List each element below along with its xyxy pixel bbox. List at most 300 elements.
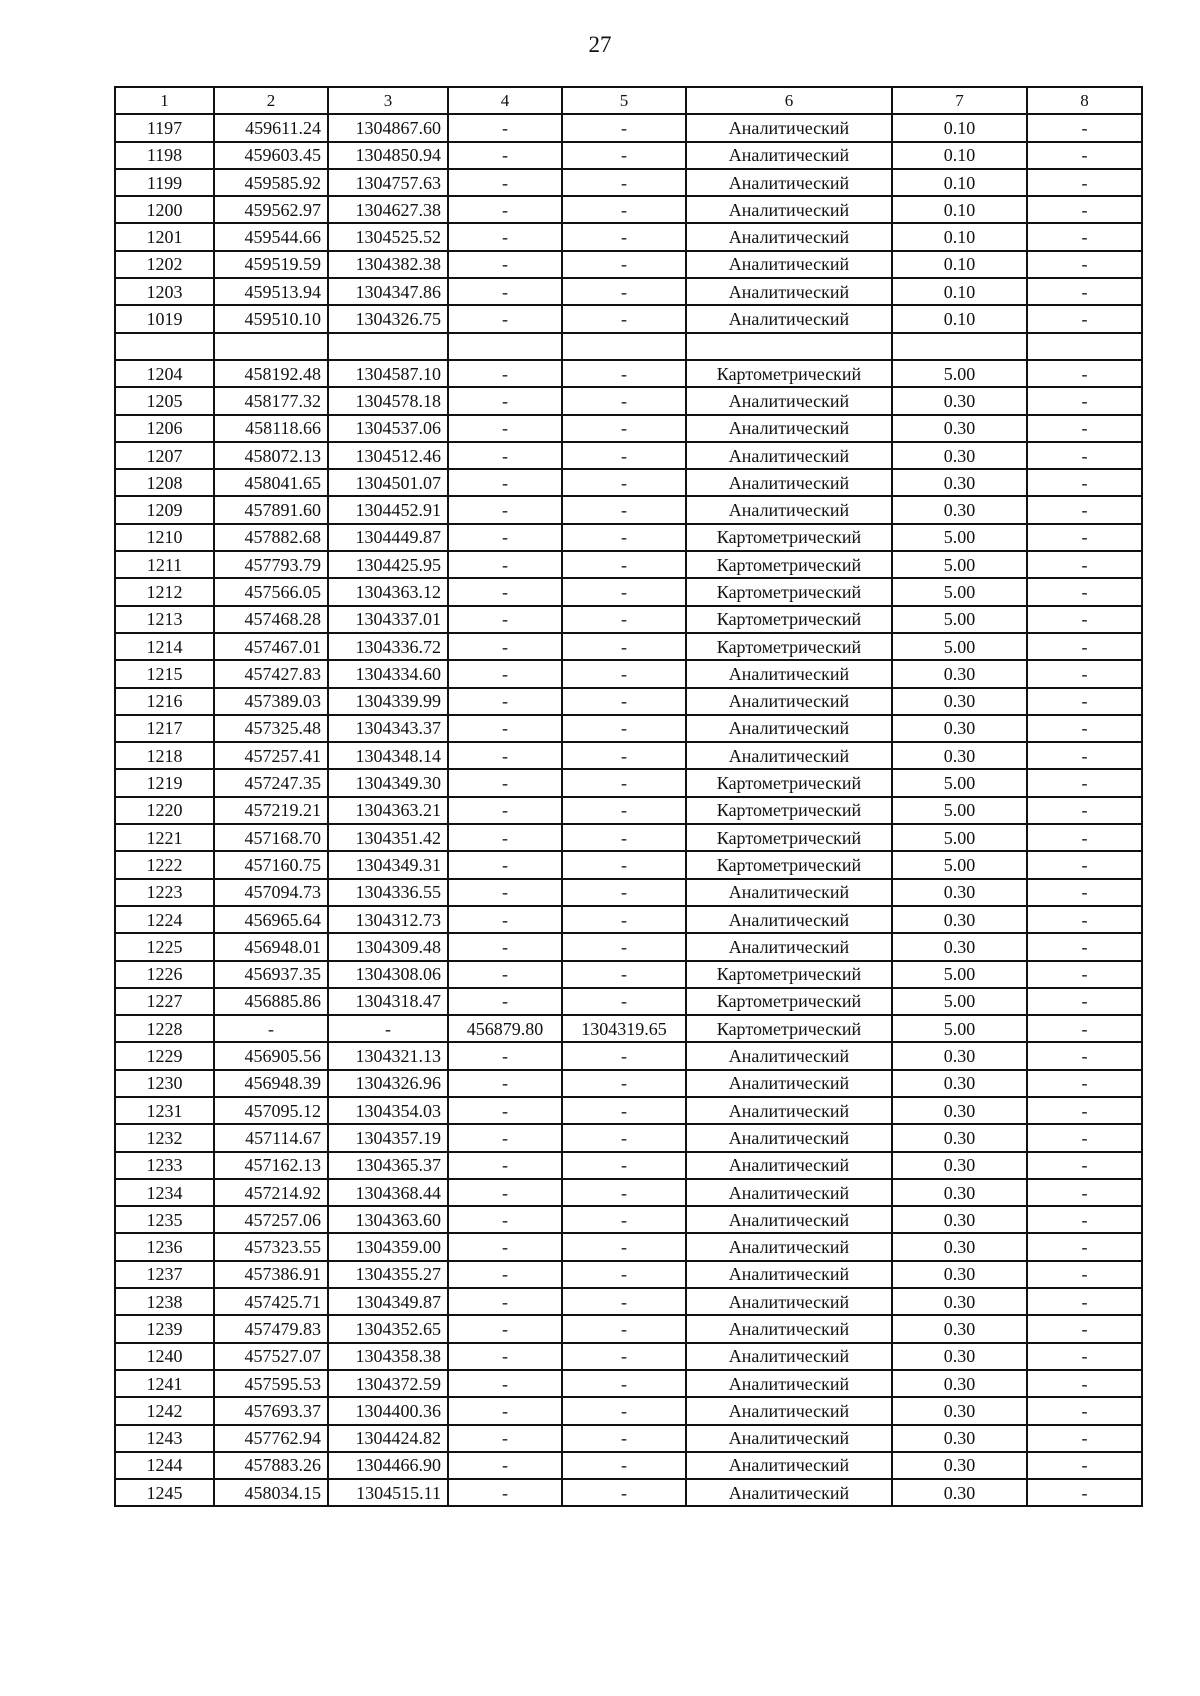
cell-accuracy: 5.00 [892, 851, 1027, 878]
cell-point-number: 1198 [115, 142, 214, 169]
cell-y-coordinate [328, 333, 448, 360]
cell-accuracy: 5.00 [892, 961, 1027, 988]
cell-y-coordinate: 1304449.87 [328, 524, 448, 551]
cell-x-coordinate: 457386.91 [214, 1261, 328, 1288]
cell-x-coordinate-alt [448, 333, 562, 360]
cell-accuracy: 0.10 [892, 114, 1027, 141]
cell-x-coordinate: 457762.94 [214, 1425, 328, 1452]
cell-determination-method: Картометрический [686, 769, 892, 796]
cell-y-coordinate-alt: - [562, 688, 686, 715]
cell-x-coordinate: 457094.73 [214, 879, 328, 906]
cell-y-coordinate-alt: - [562, 769, 686, 796]
cell-accuracy: 0.30 [892, 1370, 1027, 1397]
cell-accuracy: 0.30 [892, 1425, 1027, 1452]
cell-point-number: 1230 [115, 1070, 214, 1097]
cell-point-number: 1204 [115, 360, 214, 387]
cell-determination-method: Аналитический [686, 305, 892, 332]
cell-note: - [1027, 1370, 1142, 1397]
table-row [115, 278, 1142, 305]
table-row [115, 1315, 1142, 1342]
cell-note: - [1027, 387, 1142, 414]
cell-x-coordinate-alt: - [448, 496, 562, 523]
cell-note: - [1027, 1343, 1142, 1370]
cell-accuracy: 0.10 [892, 223, 1027, 250]
cell-determination-method: Аналитический [686, 742, 892, 769]
cell-note: - [1027, 1288, 1142, 1315]
cell-accuracy: 5.00 [892, 797, 1027, 824]
cell-x-coordinate-alt: - [448, 223, 562, 250]
cell-determination-method: Аналитический [686, 1315, 892, 1342]
cell-y-coordinate: 1304312.73 [328, 906, 448, 933]
cell-point-number: 1200 [115, 196, 214, 223]
table-body [115, 114, 1142, 1506]
cell-x-coordinate: 457527.07 [214, 1343, 328, 1370]
cell-x-coordinate-alt: - [448, 1370, 562, 1397]
coordinates-table [114, 86, 1143, 1507]
cell-accuracy: 0.30 [892, 1288, 1027, 1315]
cell-x-coordinate-alt: - [448, 1179, 562, 1206]
cell-x-coordinate: - [214, 1015, 328, 1042]
cell-y-coordinate: 1304352.65 [328, 1315, 448, 1342]
cell-y-coordinate-alt: - [562, 387, 686, 414]
cell-accuracy: 0.30 [892, 415, 1027, 442]
cell-determination-method: Картометрический [686, 851, 892, 878]
table-row [115, 333, 1142, 360]
cell-determination-method: Аналитический [686, 1288, 892, 1315]
cell-x-coordinate-alt: - [448, 1097, 562, 1124]
cell-y-coordinate: 1304363.12 [328, 578, 448, 605]
table-row [115, 360, 1142, 387]
cell-y-coordinate-alt: - [562, 1343, 686, 1370]
header-cell-4: 4 [448, 87, 562, 114]
cell-point-number: 1226 [115, 961, 214, 988]
cell-x-coordinate: 457095.12 [214, 1097, 328, 1124]
cell-x-coordinate-alt: - [448, 278, 562, 305]
cell-determination-method: Аналитический [686, 223, 892, 250]
cell-point-number: 1201 [115, 223, 214, 250]
cell-accuracy: 0.30 [892, 1206, 1027, 1233]
cell-point-number: 1019 [115, 305, 214, 332]
table-row [115, 1015, 1142, 1042]
cell-y-coordinate-alt: - [562, 1288, 686, 1315]
cell-determination-method: Аналитический [686, 142, 892, 169]
cell-y-coordinate: 1304348.14 [328, 742, 448, 769]
cell-determination-method: Картометрический [686, 961, 892, 988]
cell-point-number: 1219 [115, 769, 214, 796]
header-row [115, 87, 1142, 114]
cell-y-coordinate: 1304425.95 [328, 551, 448, 578]
cell-x-coordinate: 457389.03 [214, 688, 328, 715]
cell-note: - [1027, 1097, 1142, 1124]
cell-determination-method: Аналитический [686, 1370, 892, 1397]
cell-x-coordinate-alt: - [448, 360, 562, 387]
cell-y-coordinate-alt: - [562, 1452, 686, 1479]
cell-point-number: 1216 [115, 688, 214, 715]
cell-y-coordinate: 1304363.60 [328, 1206, 448, 1233]
cell-x-coordinate-alt: - [448, 1479, 562, 1506]
cell-x-coordinate-alt: - [448, 933, 562, 960]
cell-x-coordinate: 459611.24 [214, 114, 328, 141]
cell-point-number: 1232 [115, 1124, 214, 1151]
cell-x-coordinate-alt: - [448, 196, 562, 223]
cell-point-number: 1210 [115, 524, 214, 551]
page-number: 27 [588, 32, 612, 57]
cell-point-number: 1224 [115, 906, 214, 933]
cell-accuracy: 5.00 [892, 524, 1027, 551]
cell-x-coordinate-alt: - [448, 469, 562, 496]
cell-x-coordinate-alt: 456879.80 [448, 1015, 562, 1042]
cell-y-coordinate: 1304400.36 [328, 1397, 448, 1424]
cell-x-coordinate-alt: - [448, 879, 562, 906]
table-row [115, 824, 1142, 851]
cell-y-coordinate: 1304466.90 [328, 1452, 448, 1479]
cell-note: - [1027, 1452, 1142, 1479]
cell-determination-method: Картометрический [686, 551, 892, 578]
cell-determination-method: Аналитический [686, 251, 892, 278]
table-row [115, 169, 1142, 196]
cell-note: - [1027, 223, 1142, 250]
cell-y-coordinate-alt: - [562, 1097, 686, 1124]
cell-y-coordinate-alt: - [562, 1315, 686, 1342]
cell-determination-method: Аналитический [686, 469, 892, 496]
cell-y-coordinate-alt: - [562, 660, 686, 687]
cell-x-coordinate: 459603.45 [214, 142, 328, 169]
cell-y-coordinate: 1304318.47 [328, 988, 448, 1015]
cell-x-coordinate-alt: - [448, 660, 562, 687]
cell-accuracy: 0.30 [892, 660, 1027, 687]
cell-accuracy: 0.30 [892, 1397, 1027, 1424]
cell-x-coordinate-alt: - [448, 1152, 562, 1179]
cell-determination-method: Аналитический [686, 1124, 892, 1151]
cell-accuracy: 0.30 [892, 742, 1027, 769]
cell-y-coordinate-alt: - [562, 961, 686, 988]
cell-x-coordinate-alt: - [448, 1042, 562, 1069]
table-row [115, 469, 1142, 496]
cell-note: - [1027, 442, 1142, 469]
cell-x-coordinate: 457468.28 [214, 606, 328, 633]
cell-y-coordinate: 1304336.55 [328, 879, 448, 906]
cell-y-coordinate-alt: - [562, 824, 686, 851]
cell-determination-method: Аналитический [686, 1343, 892, 1370]
cell-y-coordinate-alt: - [562, 715, 686, 742]
cell-accuracy: 0.10 [892, 142, 1027, 169]
cell-y-coordinate: 1304867.60 [328, 114, 448, 141]
cell-determination-method: Аналитический [686, 169, 892, 196]
cell-y-coordinate: 1304339.99 [328, 688, 448, 715]
cell-determination-method: Аналитический [686, 879, 892, 906]
cell-point-number: 1233 [115, 1152, 214, 1179]
cell-y-coordinate: 1304355.27 [328, 1261, 448, 1288]
cell-accuracy: 5.00 [892, 578, 1027, 605]
cell-note: - [1027, 524, 1142, 551]
cell-accuracy: 0.10 [892, 196, 1027, 223]
cell-note: - [1027, 142, 1142, 169]
cell-note: - [1027, 551, 1142, 578]
cell-x-coordinate-alt: - [448, 988, 562, 1015]
cell-determination-method: Картометрический [686, 578, 892, 605]
cell-x-coordinate: 459562.97 [214, 196, 328, 223]
table-row [115, 851, 1142, 878]
table-row [115, 1343, 1142, 1370]
cell-point-number: 1225 [115, 933, 214, 960]
cell-y-coordinate-alt: - [562, 933, 686, 960]
cell-x-coordinate: 457323.55 [214, 1233, 328, 1260]
table-row [115, 1261, 1142, 1288]
cell-y-coordinate: 1304349.87 [328, 1288, 448, 1315]
cell-accuracy: 0.30 [892, 1261, 1027, 1288]
cell-point-number: 1223 [115, 879, 214, 906]
cell-y-coordinate-alt: - [562, 442, 686, 469]
cell-determination-method: Аналитический [686, 1425, 892, 1452]
cell-y-coordinate-alt: - [562, 1397, 686, 1424]
cell-x-coordinate-alt: - [448, 606, 562, 633]
cell-determination-method: Картометрический [686, 797, 892, 824]
cell-x-coordinate: 459519.59 [214, 251, 328, 278]
cell-determination-method: Аналитический [686, 1097, 892, 1124]
cell-point-number: 1203 [115, 278, 214, 305]
table-row [115, 906, 1142, 933]
cell-point-number: 1197 [115, 114, 214, 141]
table-row [115, 797, 1142, 824]
cell-accuracy: 0.30 [892, 1152, 1027, 1179]
cell-accuracy: 5.00 [892, 988, 1027, 1015]
cell-y-coordinate-alt: - [562, 196, 686, 223]
cell-accuracy: 0.30 [892, 1042, 1027, 1069]
table-row [115, 196, 1142, 223]
cell-x-coordinate: 458177.32 [214, 387, 328, 414]
cell-y-coordinate-alt [562, 333, 686, 360]
cell-y-coordinate: 1304358.38 [328, 1343, 448, 1370]
cell-point-number: 1229 [115, 1042, 214, 1069]
cell-x-coordinate: 459544.66 [214, 223, 328, 250]
table-row [115, 1042, 1142, 1069]
table-row [115, 387, 1142, 414]
table-row [115, 1370, 1142, 1397]
cell-y-coordinate: - [328, 1015, 448, 1042]
cell-x-coordinate: 457325.48 [214, 715, 328, 742]
table-row [115, 496, 1142, 523]
cell-y-coordinate: 1304354.03 [328, 1097, 448, 1124]
cell-x-coordinate-alt: - [448, 551, 562, 578]
cell-x-coordinate: 459513.94 [214, 278, 328, 305]
cell-point-number: 1209 [115, 496, 214, 523]
cell-accuracy [892, 333, 1027, 360]
cell-determination-method: Аналитический [686, 933, 892, 960]
cell-x-coordinate-alt: - [448, 442, 562, 469]
cell-y-coordinate: 1304347.86 [328, 278, 448, 305]
cell-point-number: 1218 [115, 742, 214, 769]
cell-y-coordinate: 1304334.60 [328, 660, 448, 687]
cell-note: - [1027, 660, 1142, 687]
cell-point-number: 1238 [115, 1288, 214, 1315]
cell-y-coordinate: 1304424.82 [328, 1425, 448, 1452]
cell-y-coordinate-alt: - [562, 879, 686, 906]
cell-y-coordinate: 1304368.44 [328, 1179, 448, 1206]
cell-accuracy: 5.00 [892, 606, 1027, 633]
cell-accuracy: 5.00 [892, 769, 1027, 796]
cell-x-coordinate-alt: - [448, 578, 562, 605]
cell-point-number: 1236 [115, 1233, 214, 1260]
cell-x-coordinate: 457882.68 [214, 524, 328, 551]
cell-x-coordinate-alt: - [448, 169, 562, 196]
cell-y-coordinate-alt: - [562, 415, 686, 442]
cell-y-coordinate-alt: - [562, 1124, 686, 1151]
cell-determination-method: Аналитический [686, 1261, 892, 1288]
cell-y-coordinate: 1304309.48 [328, 933, 448, 960]
cell-note: - [1027, 1070, 1142, 1097]
table-row [115, 1070, 1142, 1097]
cell-y-coordinate-alt: - [562, 1233, 686, 1260]
header-cell-1: 1 [115, 87, 214, 114]
cell-x-coordinate: 457160.75 [214, 851, 328, 878]
cell-point-number: 1217 [115, 715, 214, 742]
cell-x-coordinate: 457114.67 [214, 1124, 328, 1151]
cell-accuracy: 0.30 [892, 1179, 1027, 1206]
cell-accuracy: 0.30 [892, 1452, 1027, 1479]
cell-x-coordinate: 457427.83 [214, 660, 328, 687]
header-cell-7: 7 [892, 87, 1027, 114]
cell-y-coordinate: 1304627.38 [328, 196, 448, 223]
cell-y-coordinate: 1304501.07 [328, 469, 448, 496]
cell-point-number: 1235 [115, 1206, 214, 1233]
cell-note: - [1027, 769, 1142, 796]
cell-determination-method: Картометрический [686, 1015, 892, 1042]
cell-y-coordinate: 1304850.94 [328, 142, 448, 169]
table-row [115, 633, 1142, 660]
cell-x-coordinate-alt: - [448, 824, 562, 851]
cell-y-coordinate: 1304578.18 [328, 387, 448, 414]
table-row [115, 742, 1142, 769]
cell-point-number: 1243 [115, 1425, 214, 1452]
cell-note: - [1027, 1425, 1142, 1452]
cell-determination-method: Аналитический [686, 496, 892, 523]
cell-x-coordinate: 457162.13 [214, 1152, 328, 1179]
cell-x-coordinate-alt: - [448, 1233, 562, 1260]
cell-accuracy: 0.30 [892, 933, 1027, 960]
cell-x-coordinate-alt: - [448, 114, 562, 141]
table-row [115, 1288, 1142, 1315]
table-row [115, 442, 1142, 469]
cell-x-coordinate-alt: - [448, 1343, 562, 1370]
cell-x-coordinate: 457219.21 [214, 797, 328, 824]
cell-determination-method: Картометрический [686, 633, 892, 660]
cell-x-coordinate-alt: - [448, 1261, 562, 1288]
cell-x-coordinate: 456905.56 [214, 1042, 328, 1069]
cell-note: - [1027, 469, 1142, 496]
cell-point-number: 1245 [115, 1479, 214, 1506]
cell-y-coordinate: 1304382.38 [328, 251, 448, 278]
cell-accuracy: 0.10 [892, 278, 1027, 305]
cell-x-coordinate: 457168.70 [214, 824, 328, 851]
table-row [115, 688, 1142, 715]
cell-x-coordinate-alt: - [448, 1288, 562, 1315]
cell-y-coordinate-alt: - [562, 496, 686, 523]
cell-note: - [1027, 961, 1142, 988]
table-row [115, 1152, 1142, 1179]
cell-x-coordinate: 456885.86 [214, 988, 328, 1015]
header-cell-6: 6 [686, 87, 892, 114]
cell-y-coordinate: 1304357.19 [328, 1124, 448, 1151]
cell-x-coordinate-alt: - [448, 961, 562, 988]
table-row [115, 933, 1142, 960]
table-row [115, 578, 1142, 605]
cell-x-coordinate: 459510.10 [214, 305, 328, 332]
cell-point-number: 1213 [115, 606, 214, 633]
cell-determination-method: Аналитический [686, 1206, 892, 1233]
table-row [115, 551, 1142, 578]
cell-y-coordinate-alt: - [562, 742, 686, 769]
cell-y-coordinate: 1304515.11 [328, 1479, 448, 1506]
cell-determination-method: Аналитический [686, 1233, 892, 1260]
cell-x-coordinate: 458072.13 [214, 442, 328, 469]
table-header [115, 87, 1142, 114]
cell-y-coordinate: 1304321.13 [328, 1042, 448, 1069]
cell-note: - [1027, 415, 1142, 442]
cell-y-coordinate-alt: - [562, 988, 686, 1015]
cell-x-coordinate-alt: - [448, 688, 562, 715]
table-row [115, 961, 1142, 988]
cell-y-coordinate-alt: - [562, 551, 686, 578]
table-row [115, 415, 1142, 442]
cell-determination-method: Аналитический [686, 442, 892, 469]
cell-y-coordinate: 1304336.72 [328, 633, 448, 660]
table-row [115, 142, 1142, 169]
cell-y-coordinate-alt: - [562, 360, 686, 387]
cell-note: - [1027, 278, 1142, 305]
cell-x-coordinate-alt: - [448, 1425, 562, 1452]
cell-accuracy: 0.30 [892, 1097, 1027, 1124]
cell-note: - [1027, 715, 1142, 742]
table-row [115, 1479, 1142, 1506]
table-row [115, 1425, 1142, 1452]
cell-point-number: 1211 [115, 551, 214, 578]
cell-note: - [1027, 251, 1142, 278]
cell-y-coordinate-alt: - [562, 578, 686, 605]
cell-point-number: 1208 [115, 469, 214, 496]
cell-x-coordinate: 458041.65 [214, 469, 328, 496]
cell-determination-method: Аналитический [686, 196, 892, 223]
cell-accuracy: 0.30 [892, 1070, 1027, 1097]
cell-determination-method [686, 333, 892, 360]
cell-x-coordinate [214, 333, 328, 360]
cell-note: - [1027, 114, 1142, 141]
cell-note: - [1027, 797, 1142, 824]
cell-determination-method: Картометрический [686, 988, 892, 1015]
cell-accuracy: 0.30 [892, 387, 1027, 414]
cell-note: - [1027, 933, 1142, 960]
cell-note [1027, 333, 1142, 360]
cell-x-coordinate-alt: - [448, 305, 562, 332]
cell-accuracy: 0.10 [892, 251, 1027, 278]
cell-x-coordinate-alt: - [448, 1070, 562, 1097]
cell-note: - [1027, 633, 1142, 660]
cell-point-number: 1242 [115, 1397, 214, 1424]
cell-determination-method: Аналитический [686, 114, 892, 141]
cell-note: - [1027, 1233, 1142, 1260]
cell-y-coordinate-alt: - [562, 633, 686, 660]
table-row [115, 1206, 1142, 1233]
cell-determination-method: Аналитический [686, 660, 892, 687]
cell-y-coordinate-alt: - [562, 169, 686, 196]
cell-accuracy: 0.30 [892, 879, 1027, 906]
cell-accuracy: 0.30 [892, 688, 1027, 715]
cell-accuracy: 0.30 [892, 1343, 1027, 1370]
table-row [115, 879, 1142, 906]
cell-x-coordinate: 457257.06 [214, 1206, 328, 1233]
cell-x-coordinate-alt: - [448, 851, 562, 878]
cell-point-number: 1221 [115, 824, 214, 851]
cell-note: - [1027, 606, 1142, 633]
